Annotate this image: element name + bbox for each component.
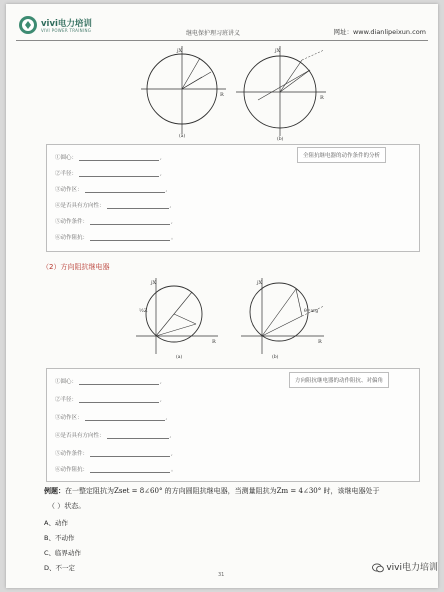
option-d[interactable]: D、不一定 [44,564,76,572]
fig2a-half-label: ½Z [139,308,148,314]
answer-box-2 [46,368,420,482]
section-2-title: （2）方向阻抗继电器 [42,263,110,271]
figure-2a-diagram [136,278,218,360]
watermark-text: vivi电力培训 [386,563,438,573]
fig2a-caption: (a) [176,355,183,360]
blank-line[interactable] [90,234,170,241]
example-prefix: 例题： [44,487,65,495]
box2-row-5: ⑤动作条件： , [55,451,173,457]
fig1a-y-axis-label: jX [177,48,183,54]
box2-row-1: ①圆心： , [55,379,162,385]
blank-line[interactable] [79,170,159,177]
example-question-text: 在一整定阻抗为Zset = 8∠60° 的方向圆阻抗继电器，当测量阻抗为Zm = 4∠30° 时，该继电器处于 [65,487,380,495]
page-header [16,12,428,41]
option-a[interactable]: A、动作 [44,519,68,527]
option-c[interactable]: C、临界动作 [44,549,82,557]
fig2a-x-axis-label: R [212,339,216,345]
box2-row-3: ③动作区： , [55,415,168,421]
box2-row-6: ⑥动作阻抗： 。 [55,467,177,473]
example-line-2: （ ）状态。 [48,502,86,510]
box1-row-1: ①圆心： , [55,155,162,161]
box2-row-2: ②半径： , [55,397,162,403]
blank-line[interactable] [85,186,165,193]
fig1a-caption: (a) [179,134,186,139]
fig2b-y-axis-label: jX [257,280,263,286]
blank-line[interactable] [85,414,165,421]
fig1a-x-axis-label: R [220,92,224,98]
figure-2-diagrams [6,276,438,376]
blank-line[interactable] [79,154,159,161]
blank-line[interactable] [90,450,170,457]
fig2b-caption: (b) [272,355,279,360]
option-b[interactable]: B、不动作 [44,534,75,542]
figure-1b-diagram [236,46,326,142]
document-page [6,4,438,588]
watermark [372,560,438,573]
blank-line[interactable] [107,432,169,439]
box1-row-5: ⑤动作条件： , [55,219,173,225]
fig2b-x-axis-label: R [318,339,322,345]
brand-subtitle: VIVI POWER TRAINING [41,28,92,33]
brand-name: vivi电力培训 [41,19,92,29]
figure-1a-diagram [141,46,226,139]
fig2a-y-axis-label: jX [151,280,157,286]
website-label: 网址：www.dianlipeixun.com [333,28,426,36]
page-number: 31 [218,572,225,578]
box1-row-6: ⑥动作阻抗： 。 [55,235,177,241]
example-line-1 [44,486,379,496]
figure-2b-diagram [241,278,324,360]
box1-note: 全阻抗继电器的动作条件的分析 [297,147,386,163]
blank-line[interactable] [90,466,170,473]
fig1b-caption: (b) [277,137,284,142]
box2-row-4: ④是否具有方向性： , [55,433,172,439]
fig1b-x-axis-label: R [320,95,324,101]
blank-line[interactable] [90,218,170,225]
box1-row-2: ②半径： , [55,171,162,177]
answer-box-1 [46,144,420,252]
figure-1-diagrams [6,44,438,144]
wechat-icon [372,563,384,573]
box2-note: 方向阻抗继电器的动作阻抗、对偏角 [289,372,389,388]
box1-row-4: ④是否具有方向性： , [55,203,172,209]
blank-line[interactable] [79,396,159,403]
brand-logo-icon [18,15,38,35]
fig2b-angle-label: θ=arg [304,309,319,314]
document-title: 继电保护理习班讲义 [186,30,241,37]
blank-line[interactable] [107,202,169,209]
blank-line[interactable] [79,378,159,385]
box1-row-3: ③动作区： , [55,187,168,193]
fig1b-y-axis-label: jX [275,48,281,54]
